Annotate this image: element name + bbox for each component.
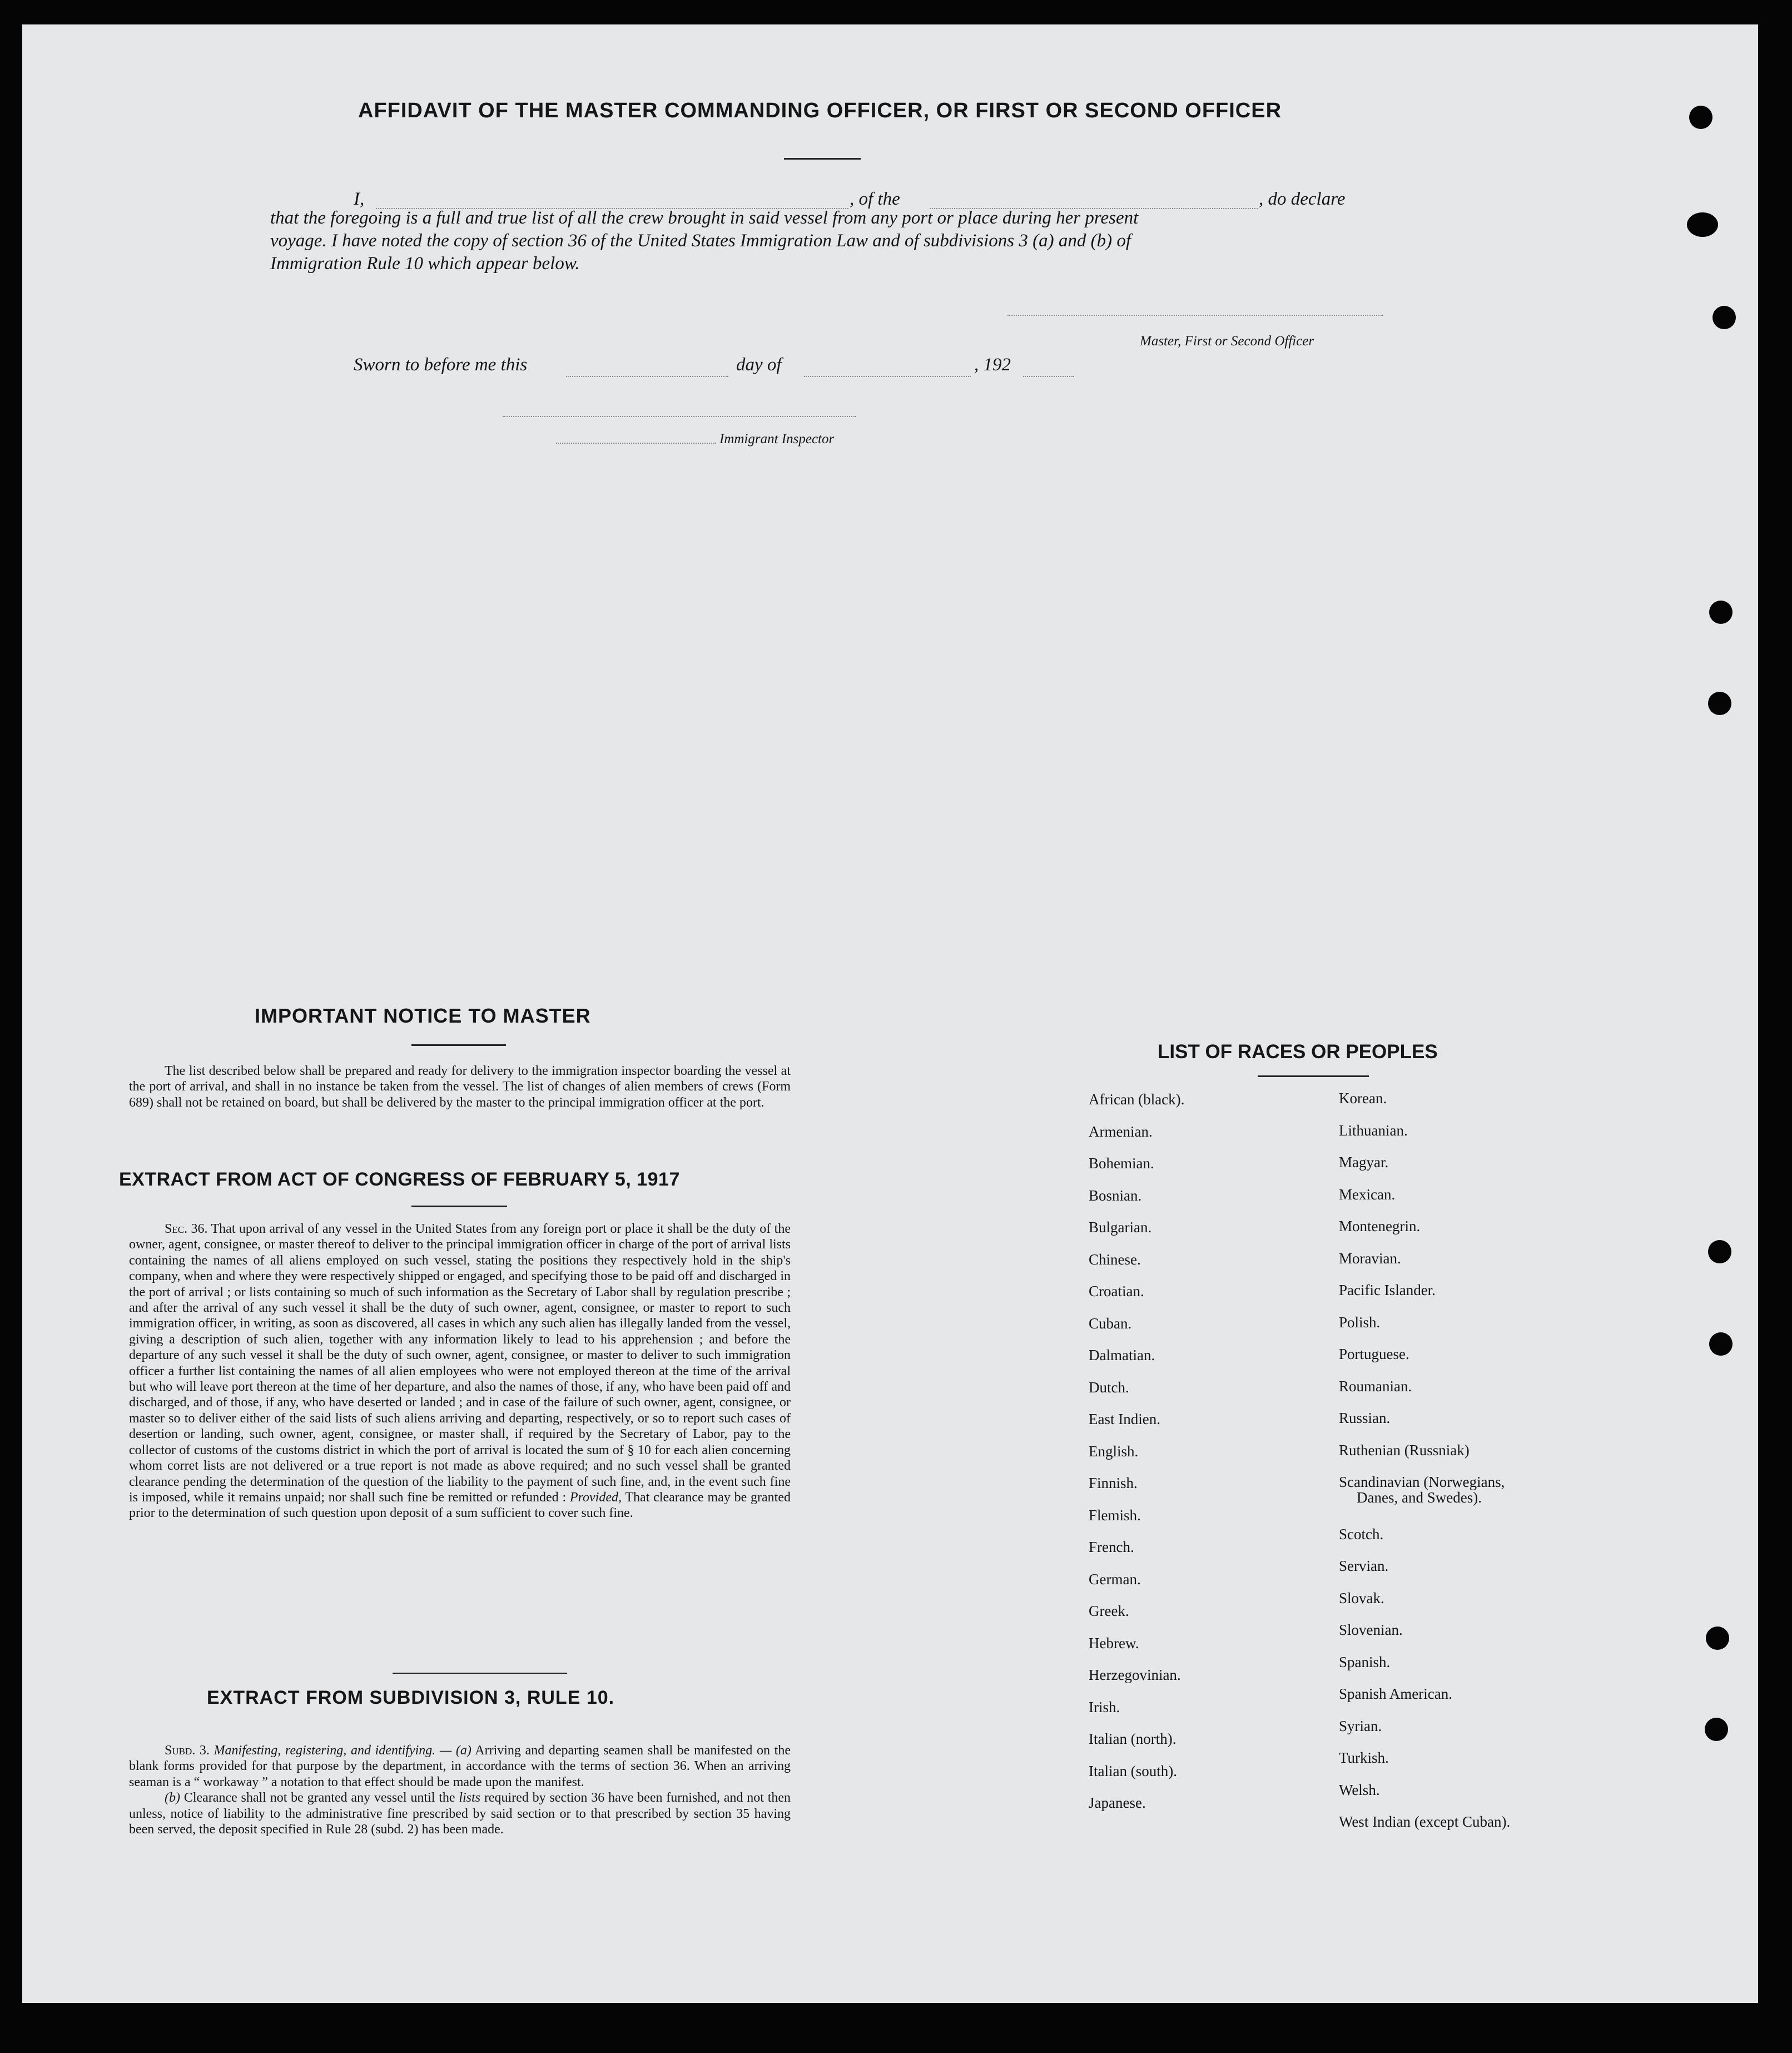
sworn-label: Sworn to before me this <box>354 355 528 375</box>
race-item: Greek. <box>1089 1603 1129 1619</box>
race-item: Pacific Islander. <box>1339 1282 1436 1298</box>
act-text <box>129 1221 791 1521</box>
race-item: Slovenian. <box>1339 1621 1403 1638</box>
rule-text <box>129 1743 791 1837</box>
races-title-underline <box>1258 1075 1369 1077</box>
punch-hole <box>1705 1718 1728 1741</box>
sworn-day-blank <box>566 376 728 377</box>
race-item: Scotch. <box>1339 1525 1384 1543</box>
inspector-signature-line <box>503 416 856 417</box>
affidavit-body <box>270 207 1378 275</box>
immigrant-inspector-label: Immigrant Inspector <box>719 432 835 447</box>
race-item: West Indian (except Cuban). <box>1339 1813 1511 1830</box>
race-item: Chinese. <box>1089 1251 1141 1268</box>
provided-word: Provided, <box>569 1490 622 1505</box>
race-item: African (black). <box>1089 1091 1185 1108</box>
inspector-signature-line-2 <box>556 443 716 444</box>
affidavit-body-line: that the foregoing is a full and true list of all the crew brought in said vessel from any port or place during her present <box>270 208 1139 228</box>
race-item: Moravian. <box>1339 1249 1401 1267</box>
race-item: Finnish. <box>1089 1475 1138 1491</box>
notice-title-underline <box>411 1044 506 1046</box>
race-item: Flemish. <box>1089 1506 1141 1524</box>
race-item: Dutch. <box>1089 1378 1129 1396</box>
race-item: Japanese. <box>1089 1794 1146 1811</box>
race-item: Polish. <box>1339 1313 1381 1331</box>
races-title: LIST OF RACES OR PEOPLES <box>1158 1041 1438 1063</box>
affidavit-i-label: I, <box>354 189 365 209</box>
punch-hole <box>1709 1332 1733 1356</box>
day-of-label: day of <box>736 355 782 375</box>
subd-label: Subd. 3. <box>165 1743 210 1758</box>
race-item: East Indien. <box>1089 1411 1160 1427</box>
race-item: English. <box>1089 1442 1139 1460</box>
punch-hole <box>1689 106 1712 129</box>
notice-text <box>129 1063 791 1110</box>
race-item: Bosnian. <box>1089 1187 1142 1204</box>
race-item: Turkish. <box>1339 1749 1389 1766</box>
subd-a-label: — (a) <box>439 1743 471 1758</box>
race-item: Hebrew. <box>1089 1634 1139 1652</box>
race-item: Dalmatian. <box>1089 1347 1155 1363</box>
section-36-text-end: That clearance may be granted prior to the determination of such question upon deposit of a sum sufficient to cover such fine. <box>129 1490 791 1521</box>
subdivision-b <box>129 1790 791 1837</box>
race-item: Italian (south). <box>1089 1762 1177 1779</box>
affidavit-declare-label: , do declare <box>1259 189 1346 209</box>
punch-hole <box>1687 212 1718 237</box>
race-item: Montenegrin. <box>1339 1218 1421 1234</box>
title-underline <box>784 158 861 160</box>
race-item: Russian. <box>1339 1410 1391 1426</box>
affidavit-of-the-label: , of the <box>850 189 900 209</box>
race-item: Syrian. <box>1339 1717 1382 1734</box>
rule-title: EXTRACT FROM SUBDIVISION 3, RULE 10. <box>207 1687 615 1708</box>
race-item: Mexican. <box>1339 1186 1396 1203</box>
race-item: Korean. <box>1339 1090 1387 1107</box>
lists-word: lists <box>459 1791 481 1806</box>
subd-heading: Manifesting, registering, and identifying. <box>214 1743 436 1758</box>
affidavit-body-line: voyage. I have noted the copy of section 36 of the United States Immigration Law and of subdivisions 3 (a) and (b) of <box>270 231 1131 251</box>
race-item: Magyar. <box>1339 1154 1389 1171</box>
race-item: Danes, and Swedes). <box>1357 1489 1482 1506</box>
year-label: , 192 <box>974 355 1011 375</box>
race-item: German. <box>1089 1570 1141 1588</box>
act-title-underline <box>411 1206 507 1207</box>
race-item: Spanish American. <box>1339 1685 1452 1702</box>
notice-title: IMPORTANT NOTICE TO MASTER <box>255 1004 591 1027</box>
punch-hole <box>1708 1240 1731 1263</box>
section-36-text: That upon arrival of any vessel in the United States from any foreign port or place it shall be the duty of the owner, agent, consignee, or master thereof to deliver to the principal immigration officer in charge of the port of arrival lists containing the names of all aliens employed on such vessel, stating the positions they respectively hold in the ship's company, when and where they were respectively shipped or engaged, and specifying those to be paid off and discharged in the port of arrival ; or lists containing so much of such information as the Secretary of Labor shall by regulation prescribe ; and after the arrival of any such vessel it shall be the duty of such owner, agent, consignee, or master to report to such immigration officer, in writing, as soon as discovered, all cases in which any such alien has illegally landed from the vessel, giving a description of such alien, together with any information likely to lead to his apprehension ; and before the departure of any such vessel it shall be the duty of such owner, agent, consignee, or master to deliver to such immigration officer a further list containing the names of all alien employees who were not employed thereon at the time of the arrival but who will leave port thereon at the time of her departure, and also the names of those, if any, who have been paid off and discharged, and of those, if any, who have deserted or landed ; and in case of the failure of such owner, agent, consignee, or master so to deliver either of the said lists of such aliens arriving and departing, respectively, or so to report such cases of desertion or landing, such owner, agent, consignee, or master shall, if required by the Secretary of Labor, pay to the collector of customs of the customs district in which the port of arrival is located the sum of § 10 for each alien concerning whom corret lists are not delivered or a true report is not made as above required; and no such vessel shall be granted clearance pending the determination of the question of the liability to the payment of such fine, and, in the event such fine is imposed, while it remains unpaid; nor shall such fine be remitted or refunded : <box>129 1222 791 1505</box>
punch-hole <box>1712 306 1736 329</box>
race-item: Ruthenian (Russniak) <box>1339 1441 1470 1459</box>
affidavit-title: AFFIDAVIT OF THE MASTER COMMANDING OFFICER, OR FIRST OR SECOND OFFICER <box>358 99 1282 122</box>
race-item: Slovak. <box>1339 1589 1384 1606</box>
race-item: Armenian. <box>1089 1123 1153 1140</box>
act-end-rule <box>393 1673 567 1674</box>
year-blank <box>1023 376 1074 377</box>
race-item: French. <box>1089 1539 1134 1555</box>
race-item: Cuban. <box>1089 1315 1132 1332</box>
subd-a-text: Arriving and departing seamen shall be manifested on the blank forms provided for that purpose by the department, in accordance with the terms of section 36. When an arriving seaman is a “ workaway ” a notation to that effect should be made upon the manifest. <box>129 1743 791 1789</box>
act-title: EXTRACT FROM ACT OF CONGRESS OF FEBRUARY 5, 1917 <box>119 1169 680 1190</box>
notice-paragraph: The list described below shall be prepared and ready for delivery to the immigration inspector boarding the vessel at the port of arrival, and shall in no instance be taken from the vessel. The list of changes of alien members of crews (Form 689) shall not be retained on board, but shall be delivered by the master to the principal immigration officer at the port. <box>129 1064 791 1110</box>
section-label: Sec. 36. <box>165 1222 208 1236</box>
race-item: Portuguese. <box>1339 1346 1409 1362</box>
race-item: Croatian. <box>1089 1283 1144 1300</box>
race-item: Spanish. <box>1339 1653 1391 1670</box>
race-item: Roumanian. <box>1339 1377 1412 1395</box>
race-item: Herzegovinian. <box>1089 1667 1181 1683</box>
subd-b-label: (b) <box>165 1791 180 1806</box>
master-officer-label: Master, First or Second Officer <box>1140 334 1314 349</box>
subdivision-a <box>129 1743 791 1790</box>
subd-b-text1: Clearance shall not be granted any vessel until the <box>183 1791 455 1806</box>
race-item: Irish. <box>1089 1698 1120 1715</box>
race-item: Italian (north). <box>1089 1730 1177 1747</box>
race-item: Scandinavian (Norwegians, <box>1339 1474 1505 1490</box>
race-item: Lithuanian. <box>1339 1122 1408 1139</box>
race-item: Welsh. <box>1339 1781 1380 1798</box>
subd-b-text2: required by section 36 have been furnished, and not then unless, notice of liability to the administrative fine prescribed by said section or to that prescribed by section 35 having been served, the deposit specified in Rule 28 (subd. 2) has been made. <box>129 1791 791 1837</box>
punch-hole <box>1709 601 1733 624</box>
punch-hole <box>1706 1626 1729 1650</box>
sworn-month-blank <box>804 376 971 377</box>
punch-hole <box>1708 692 1731 715</box>
signature-line <box>1007 315 1383 316</box>
affidavit-body-line: Immigration Rule 10 which appear below. <box>270 254 580 274</box>
race-item: Servian. <box>1339 1558 1389 1574</box>
race-item: Bohemian. <box>1089 1155 1154 1172</box>
race-item: Bulgarian. <box>1089 1219 1152 1236</box>
